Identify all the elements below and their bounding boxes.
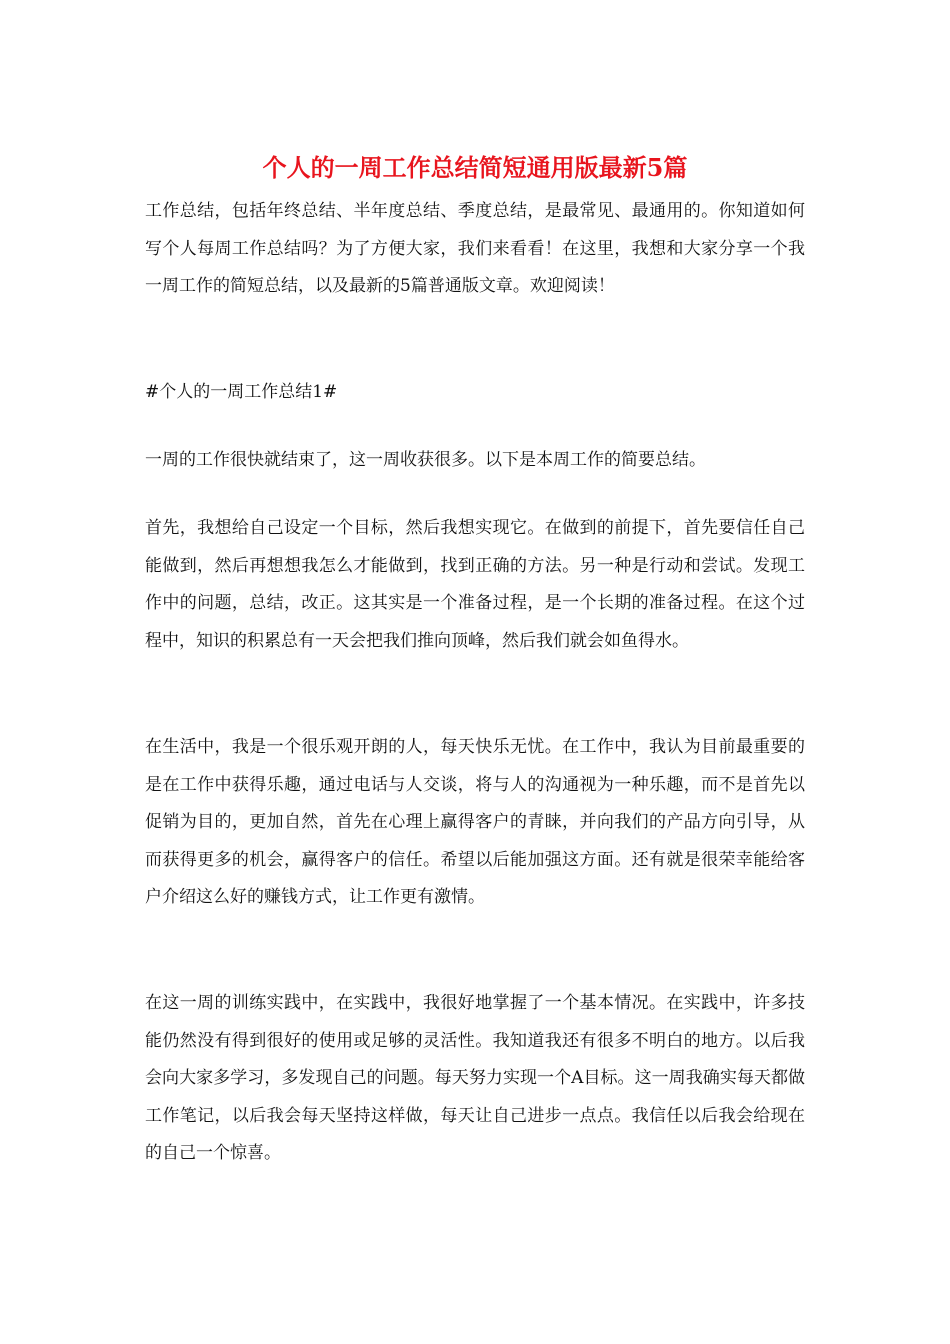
body-paragraph-2: 首先，我想给自己设定一个目标，然后我想实现它。在做到的前提下，首先要信任自己能做到，然后再想想我怎么才能做到，找到正确的方法。另一种是行动和尝试。发现工作中的问题，总结，改正。这其实是一个准备过程，是一个长期的准备过程。在这个过程中，知识的积累总有一天会把我们推向顶峰，然后我们就会如鱼得水。 <box>145 518 805 651</box>
intro-paragraph: 工作总结，包括年终总结、半年度总结、季度总结，是最常见、最通用的。你知道如何写个人每周工作总结吗？为了方便大家，我们来看看！在这里，我想和大家分享一个我一周工作的简短总结，以及最新的5篇普通版文章。欢迎阅读！ <box>145 201 805 296</box>
section-heading: #个人的一周工作总结1# <box>145 382 338 402</box>
body-paragraph-4: 在这一周的训练实践中，在实践中，我很好地掌握了一个基本情况。在实践中，许多技能仍然没有得到很好的使用或足够的灵活性。我知道我还有很多不明白的地方。以后我会向大家多学习，多发现自己的问题。每天努力实现一个A目标。这一周我确实每天都做工作笔记，以后我会每天坚持这样做，每天让自己进步一点点。我信任以后我会给现在的自己一个惊喜。 <box>145 993 805 1163</box>
body-paragraph-3: 在生活中，我是一个很乐观开朗的人，每天快乐无忧。在工作中，我认为目前最重要的是在工作中获得乐趣，通过电话与人交谈，将与人的沟通视为一种乐趣，而不是首先以促销为目的，更加自然，首先在心理上赢得客户的青睐，并向我们的产品方向引导，从而获得更多的机会，赢得客户的信任。希望以后能加强这方面。还有就是很荣幸能给客户介绍这么好的赚钱方式，让工作更有激情。 <box>145 737 805 907</box>
document-title: 个人的一周工作总结简短通用版最新5篇 <box>262 153 688 182</box>
body-paragraph-1: 一周的工作很快就结束了，这一周收获很多。以下是本周工作的简要总结。 <box>145 450 706 470</box>
